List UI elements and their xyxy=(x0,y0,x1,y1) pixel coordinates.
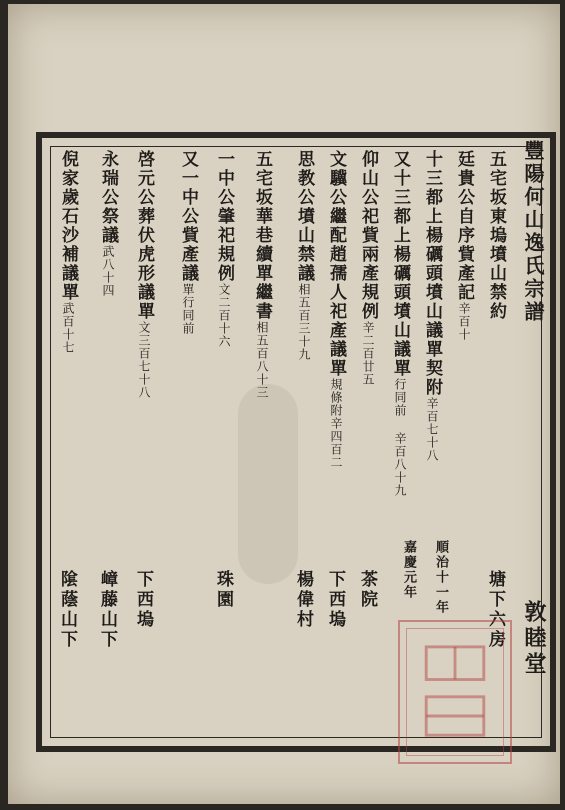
location-4: 楊偉村 xyxy=(293,570,313,630)
entry-7: 思教公墳山禁議相五百三十九 xyxy=(294,150,314,361)
location-3: 下西塢 xyxy=(325,570,345,630)
entry-11: 啓元公葬伏虎形議單文三百七十八 xyxy=(134,150,154,399)
entry-3: 十三都上楊礪頭墳山議單契附辛百七十八 xyxy=(422,150,442,462)
entry-13: 倪家歲石沙補議單武百十七 xyxy=(58,150,78,354)
entry-9: 一中公肇祀規例文二百十六 xyxy=(214,150,234,348)
entry-2: 廷貴公自序貲產記辛百十 xyxy=(454,150,474,341)
location-1: 塘下六房 xyxy=(485,570,505,650)
book-title: 豐陽何山逸氏宗譜 xyxy=(521,140,545,324)
entry-12: 永瑞公祭議武八十四 xyxy=(98,150,118,297)
location-8: 隂蔭山下 xyxy=(57,570,77,650)
red-seal-stamp xyxy=(398,620,512,764)
entry-4: 又十三都上楊礪頭墳山議單行同前 辛百八十九 xyxy=(390,150,410,497)
entry-5: 仰山公祀貲兩產規例辛二百廿五 xyxy=(358,150,378,386)
location-5: 珠園 xyxy=(213,570,233,610)
seal-graphic xyxy=(407,629,503,755)
date-jiaqing: 嘉慶元年 xyxy=(401,540,416,600)
location-6: 下西塢 xyxy=(133,570,153,630)
entry-10: 又一中公貲產議單行同前 xyxy=(178,150,198,335)
entry-8: 五宅坂華巷續單繼書相五百八十三 xyxy=(252,150,272,399)
entry-1: 五宅坂東塢墳山禁約 xyxy=(486,150,506,321)
location-7: 嶂藤山下 xyxy=(97,570,117,650)
date-shunzhi: 順治十一年 xyxy=(433,540,448,615)
paper-stain xyxy=(238,384,298,584)
location-2: 茶院 xyxy=(357,570,377,610)
entry-6: 文驥公繼配趙孺人祀產議單規條附辛四百二 xyxy=(326,150,346,469)
hall-name: 敦睦堂 xyxy=(521,600,547,678)
